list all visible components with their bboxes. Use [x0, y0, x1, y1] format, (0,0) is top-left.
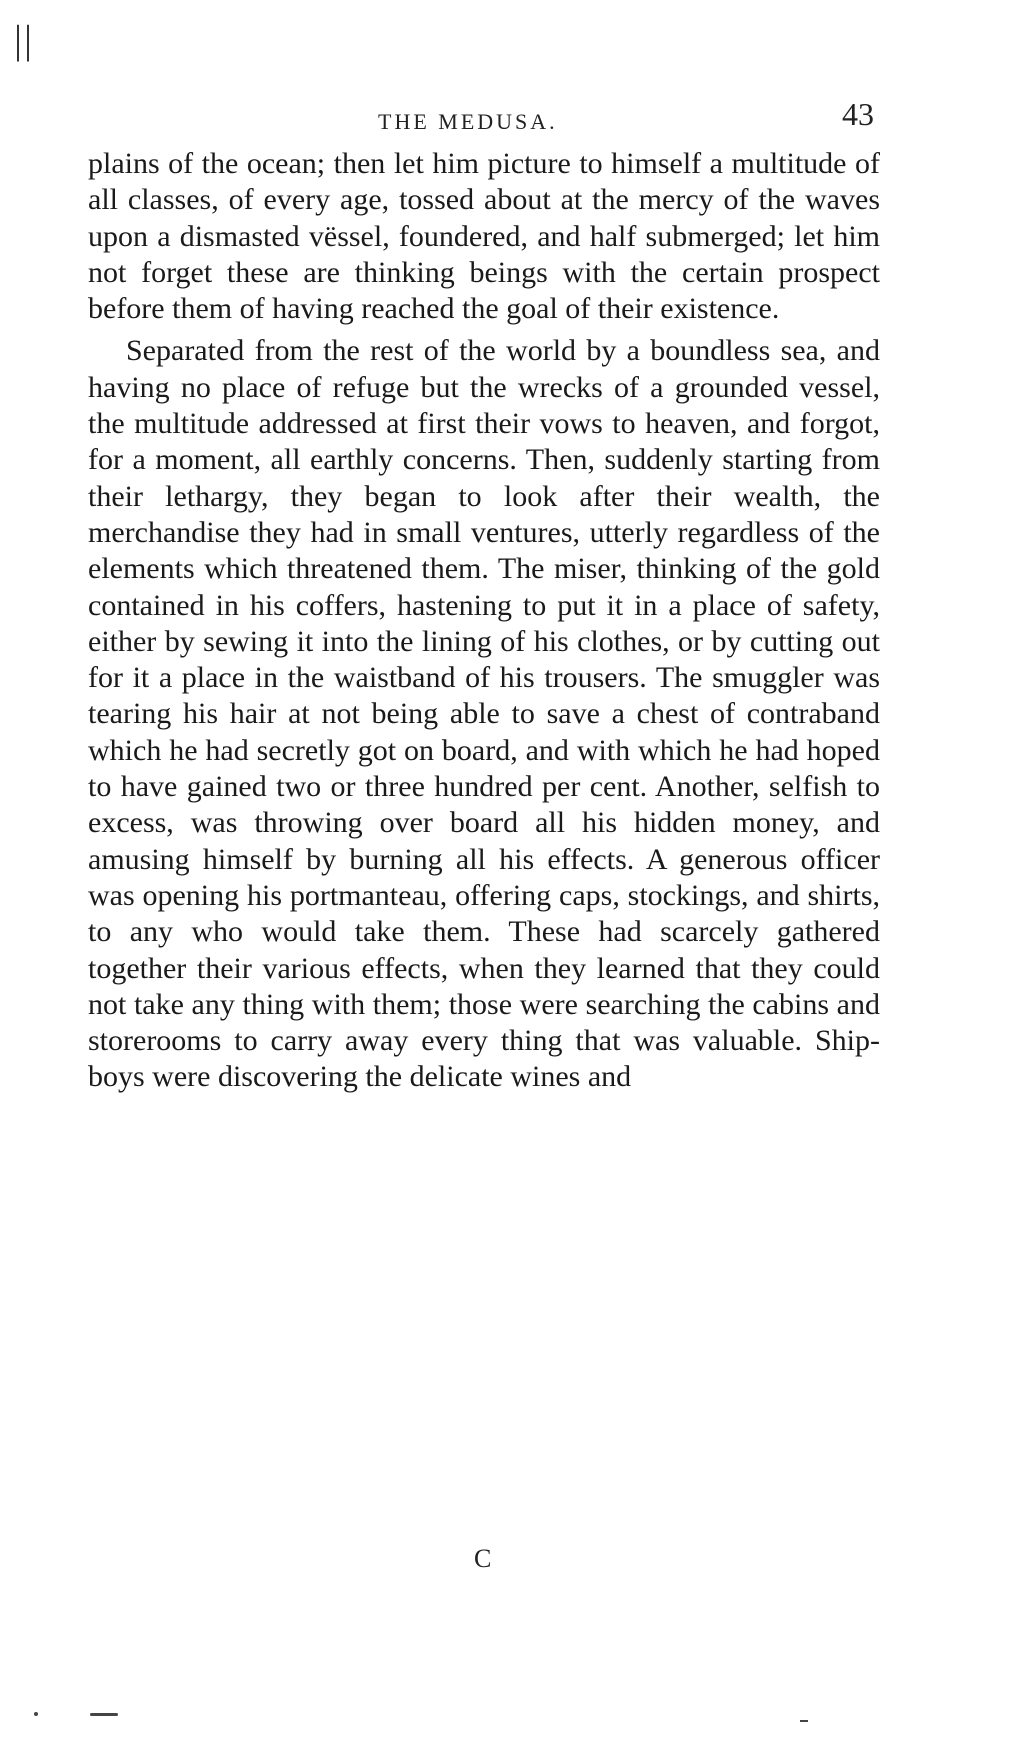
page-number: 43	[842, 96, 874, 132]
page-speck	[34, 1712, 38, 1716]
margin-mark: ||	[14, 17, 35, 62]
paragraph-separated: Separated from the rest of the world by a boundless sea, and having no place of refuge but the wrecks of a grounded vessel, the multitude addressed at first their vows to heaven, and forgot, for a moment, all earthly concerns. Then, suddenly starting from their lethargy, they began to look after their wealth, the merchandise they had in small ventures, utterly regardless of the elements which threatened them. The miser, thinking of the gold contained in his coffers, hastening to put it in a place of safety, either by sewing it into the lining of his clothes, or by cutting out for it a place in the waistband of his trousers. The smuggler was tearing his hair at not being able to save a chest of contraband which he had secretly got on board, and with which he had hoped to have gained two or three hundred per cent. Another, selfish to excess, was throwing over board all his hidden money, and amusing himself by burning all his effects. A generous officer was opening his portmanteau, offering caps, stockings, and shirts, to any who would take them. These had scarcely gathered together their various effects, when they learned that they could not take any thing with them; those were searching the cabins and storerooms to carry away every thing that was valuable. Ship-boys were discovering the delicate wines and	[88, 334, 880, 1094]
page-speck	[90, 1713, 118, 1716]
body-text	[88, 146, 880, 1102]
signature-mark: C	[474, 1544, 492, 1573]
page-speck	[800, 1720, 808, 1722]
running-head: THE MEDUSA.	[378, 109, 558, 134]
paragraph-continued: plains of the ocean; then let him picture to himself a multitude of all classes, of every age, tossed about at the mercy of the waves upon a dismasted vëssel, foundered, and half submerged; let him not forget these are thinking beings with the certain prospect before them of having reached the goal of their existence.	[88, 147, 880, 326]
